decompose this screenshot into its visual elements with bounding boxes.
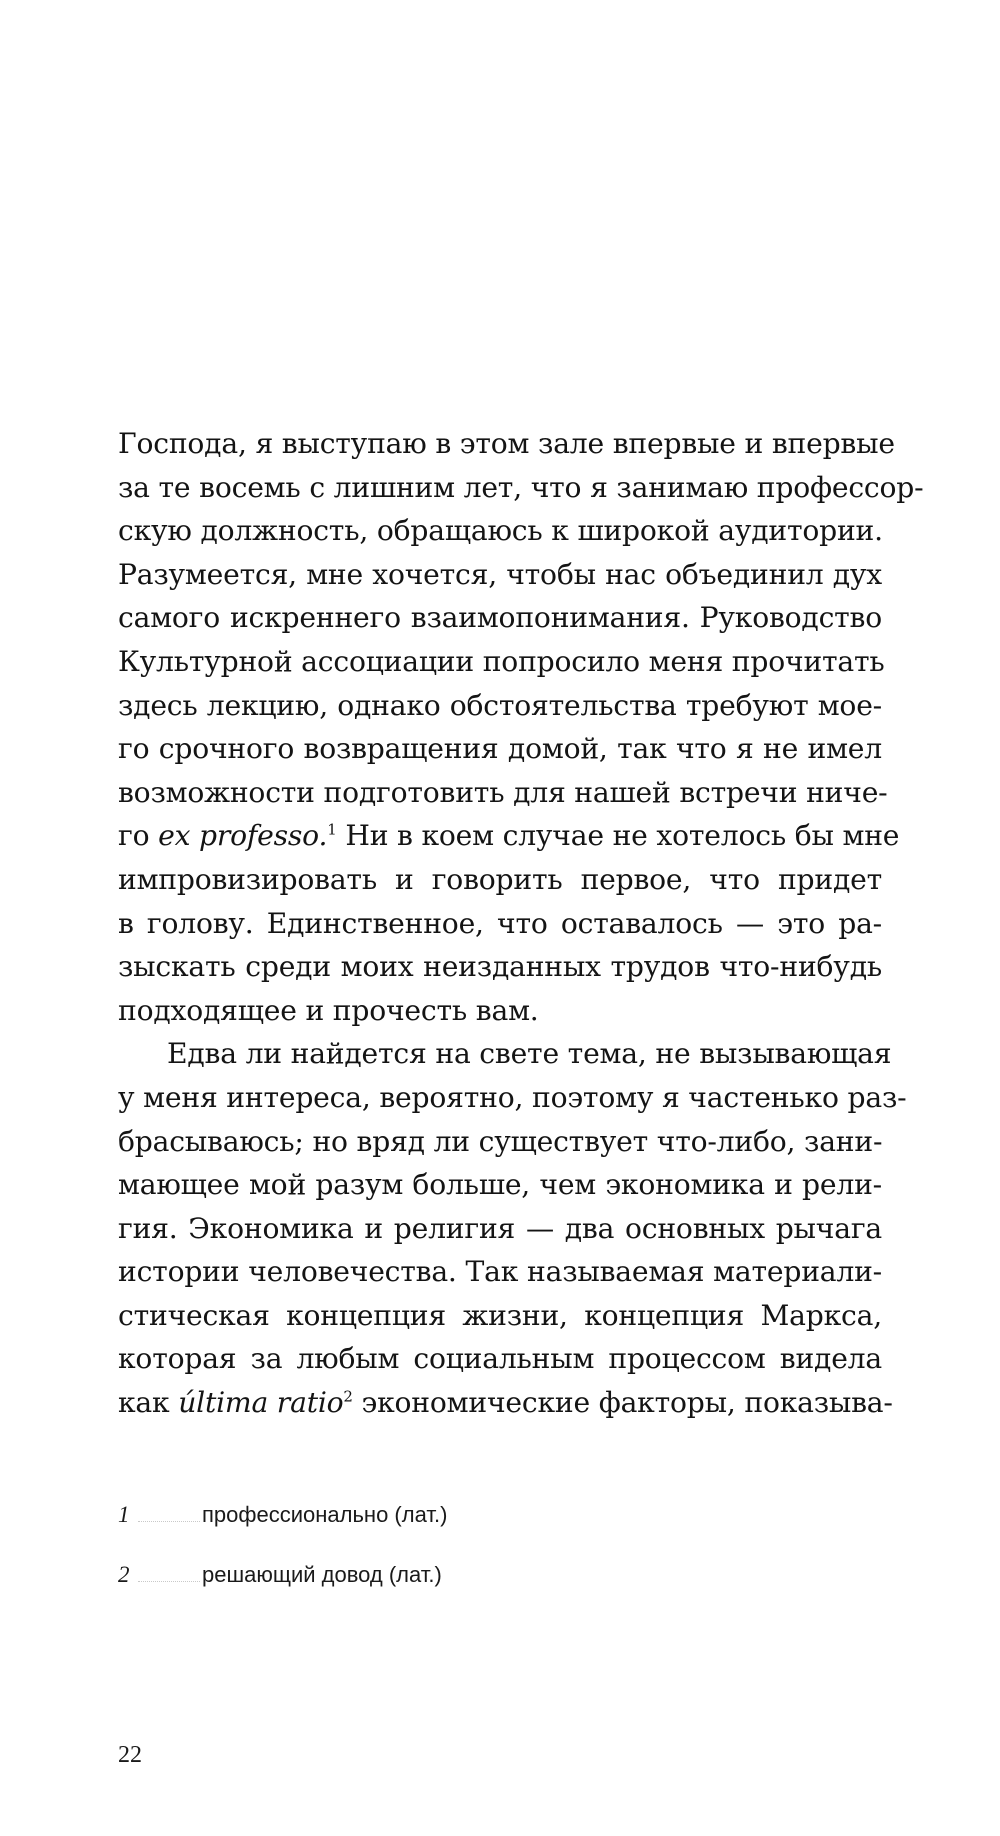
footnote-text: решающий довод (лат.) xyxy=(202,1562,442,1587)
text-line: истории человечества. Так называемая материали- xyxy=(118,1255,882,1289)
page-number: 22 xyxy=(118,1742,142,1768)
footnote-ref-1: 1 xyxy=(327,820,337,839)
text-line: го срочного возвращения домой, так что я не имел xyxy=(118,732,882,766)
text-fragment: Ни в коем случае не хотелось бы мне xyxy=(336,819,900,853)
footnotes xyxy=(118,1500,718,1620)
text-line-with-footnote-1 xyxy=(118,814,900,858)
footnote-number: 2 xyxy=(118,1562,130,1587)
text-line: возможности подготовить для нашей встречи ниче- xyxy=(118,775,888,809)
text-fragment: как xyxy=(118,1386,179,1420)
text-line: здесь лекцию, однако обстоятельства требуют мое- xyxy=(118,688,882,722)
text-line: импровизировать и говорить первое, что придет xyxy=(118,862,882,896)
footnote-number: 1 xyxy=(118,1502,130,1527)
text-line: Разумеется, мне хочется, чтобы нас объединил дух xyxy=(118,557,882,591)
text-line: которая за любым социальным процессом видела xyxy=(118,1342,882,1376)
dotted-leader xyxy=(138,1581,200,1582)
latin-term: última ratio xyxy=(178,1386,344,1420)
footnote xyxy=(118,1560,718,1590)
text-line: Господа, я выступаю в этом зале впервые и впервые xyxy=(118,427,895,460)
latin-term: ex professo. xyxy=(158,819,328,853)
text-line: у меня интереса, вероятно, поэтому я частенько раз- xyxy=(118,1080,907,1114)
dotted-leader xyxy=(138,1521,200,1522)
paragraph-first-line: Едва ли найдется на свете тема, не вызывающая xyxy=(167,1037,892,1071)
text-line: мающее мой разум больше, чем экономика и рели- xyxy=(118,1168,882,1202)
footnote-text: профессионально (лат.) xyxy=(202,1502,448,1527)
text-line: в голову. Единственное, что оставалось — это ра- xyxy=(118,906,882,940)
text-line: зыскать среди моих неизданных трудов что-нибудь xyxy=(118,950,882,984)
text-line-with-footnote-2 xyxy=(118,1381,893,1425)
main-text xyxy=(118,422,924,1425)
text-line: гия. Экономика и религия — два основных рычага xyxy=(118,1211,882,1245)
footnote-ref-2: 2 xyxy=(343,1387,353,1406)
text-line: подходящее и прочесть вам. xyxy=(118,993,539,1027)
text-line: стическая концепция жизни, концепция Маркса, xyxy=(118,1298,882,1332)
text-fragment: го xyxy=(118,819,159,853)
text-line: скую должность, обращаюсь к широкой аудитории. xyxy=(118,514,883,548)
text-line: брасываюсь; но вряд ли существует что-либо, зани- xyxy=(118,1124,883,1158)
text-line: за те восемь с лишним лет, что я занимаю профессор- xyxy=(118,470,924,504)
text-line: Культурной ассоциации попросило меня прочитать xyxy=(118,644,885,678)
text-line: самого искреннего взаимопонимания. Руководство xyxy=(118,601,882,635)
footnote xyxy=(118,1500,718,1530)
text-fragment: экономические факторы, показыва- xyxy=(352,1386,893,1420)
